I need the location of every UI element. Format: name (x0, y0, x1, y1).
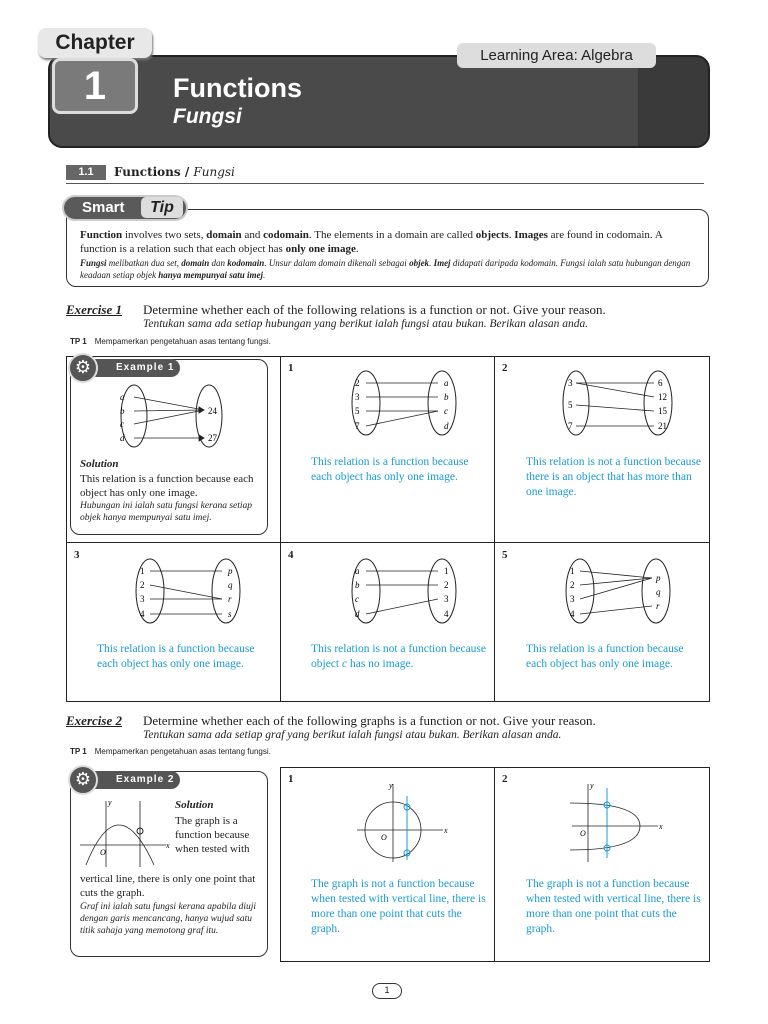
svg-text:1: 1 (140, 566, 145, 576)
item-4-arrow-diagram (340, 556, 470, 626)
item-5-answer: This relation is a function because each object has only one image. (526, 643, 684, 670)
graph-item-2-number: 2 (502, 773, 508, 785)
svg-text:q: q (656, 587, 661, 597)
exercise-1-label: Exercise 1 (66, 302, 122, 317)
section-number: 1.1 (66, 165, 106, 180)
exercise-1-instruction-malay: Tentukan sama ada setiap hubungan yang berikut ialah fungsi atau bukan. Berikan alasan anda. (143, 318, 589, 330)
svg-text:2: 2 (355, 378, 360, 388)
svg-text:b: b (355, 580, 360, 590)
svg-text:21: 21 (658, 421, 667, 431)
tp-note-1: TP 1 Mempamerkan pengetahuan asas tentang fungsi. (70, 337, 271, 346)
example-2-graph (78, 795, 174, 871)
svg-text:4: 4 (140, 609, 145, 619)
svg-text:y: y (590, 781, 594, 790)
svg-text:3: 3 (140, 594, 145, 604)
tip-label: Tip (141, 197, 183, 218)
example-2-solution-heading: Solution (175, 799, 214, 811)
example-1-solution-heading: Solution (80, 458, 119, 470)
item-5-arrow-diagram (556, 556, 686, 626)
smart-tip-label: Smart (82, 199, 125, 216)
codomain-24: 24 (208, 406, 217, 416)
graph-item-2-parabola (570, 778, 670, 864)
graph-item-2-answer: The graph is not a function because when tested with vertical line, there is more than one point that cuts the graph. (526, 878, 701, 935)
section-title: Functions / Fungsi (114, 165, 235, 179)
chapter-label: Chapter (38, 28, 152, 58)
example-2-solution-malay: Graf ini ialah satu fungsi kerana apabila diuji dengan garis mencancang, hanya wujud satu titik sahaja yang memotong graf itu. (80, 902, 257, 936)
svg-text:x: x (659, 822, 663, 831)
svg-text:O: O (381, 833, 387, 842)
item-3-answer: This relation is a function because each object has only one image. (97, 643, 255, 670)
exercise-2-instruction: Determine whether each of the following graphs is a function or not. Give your reason. (143, 713, 596, 728)
svg-text:2: 2 (140, 580, 145, 590)
svg-text:3: 3 (444, 594, 449, 604)
example-2-solution-text-b: vertical line, there is only one point that cuts the graph. (80, 873, 256, 899)
item-3-number: 3 (74, 549, 80, 561)
svg-text:r: r (228, 594, 232, 604)
svg-text:3: 3 (355, 392, 360, 402)
svg-text:7: 7 (355, 421, 360, 431)
gear-icon: ⚙ (68, 765, 98, 795)
svg-text:7: 7 (568, 421, 573, 431)
svg-text:r: r (656, 601, 660, 611)
svg-text:d: d (355, 609, 360, 619)
svg-text:a: a (355, 566, 360, 576)
domain-c: c (120, 419, 124, 429)
svg-text:y: y (389, 781, 393, 790)
svg-text:3: 3 (568, 378, 573, 388)
grid-divider (280, 356, 281, 702)
svg-text:d: d (444, 421, 449, 431)
page-number: 1 (372, 983, 402, 999)
example-2-tab: Example 2 (80, 771, 180, 789)
svg-text:4: 4 (444, 609, 449, 619)
svg-text:c: c (444, 406, 448, 416)
example-2-solution-text-a: The graph is a function because when tested with (175, 815, 250, 855)
svg-text:2: 2 (570, 580, 575, 590)
svg-text:a: a (444, 378, 449, 388)
chapter-header-bar (48, 55, 710, 148)
domain-a: a (120, 392, 125, 402)
section-divider (66, 183, 704, 184)
domain-b: b (120, 406, 125, 416)
chapter-title-malay: Fungsi (173, 105, 242, 128)
gear-icon: ⚙ (68, 353, 98, 383)
svg-text:5: 5 (568, 400, 573, 410)
item-1-arrow-diagram (340, 368, 470, 438)
item-2-answer: This relation is not a function because there is an object that has more than one image. (526, 456, 702, 498)
exercise-2-instruction-malay: Tentukan sama ada setiap graf yang berikut ialah fungsi atau bukan. Berikan alasan anda. (143, 729, 562, 741)
smart-tip-text-ms: Fungsi melibatkan dua set, domain dan kodomain. Unsur dalam domain dikenali sebagai objek. Imej didapati daripada kodomain. Fungsi ialah satu hubungan dengan keadaan setiap objek hanya mempunyai satu imej. (80, 258, 691, 280)
svg-text:c: c (355, 594, 359, 604)
svg-text:p: p (656, 573, 661, 583)
svg-text:3: 3 (570, 594, 575, 604)
item-5-number: 5 (502, 549, 508, 561)
svg-text:6: 6 (658, 378, 663, 388)
example-1-tab: Example 1 (80, 359, 180, 377)
smart-tip-text-en: Function involves two sets, domain and codomain. The elements in a domain are called objects. Images are found in codomain. A function is a relation such that each object has only one image. (80, 229, 663, 255)
item-4-number: 4 (288, 549, 294, 561)
item-2-number: 2 (502, 362, 508, 374)
tp-note-2: TP 1 Mempamerkan pengetahuan asas tentang fungsi. (70, 747, 271, 756)
item-1-answer: This relation is a function because each object has only one image. (311, 456, 469, 483)
domain-d: d (120, 433, 125, 443)
example-1-solution-text: This relation is a function because each object has only one image. (80, 473, 254, 499)
grid-divider (66, 542, 710, 543)
svg-text:O: O (580, 829, 586, 838)
codomain-27: 27 (208, 433, 217, 443)
example-1-arrow-diagram (104, 382, 234, 450)
item-2-arrow-diagram (556, 368, 686, 438)
grid-divider (494, 767, 495, 962)
item-3-arrow-diagram (126, 556, 256, 626)
svg-text:15: 15 (658, 406, 667, 416)
svg-text:s: s (228, 609, 232, 619)
svg-text:q: q (228, 580, 233, 590)
svg-text:5: 5 (355, 406, 360, 416)
graph-item-1-number: 1 (288, 773, 294, 785)
chapter-number: 1 (52, 58, 138, 114)
svg-text:2: 2 (444, 580, 449, 590)
graph-item-1-answer: The graph is not a function because when tested with vertical line, there is more than one point that cuts the graph. (311, 878, 486, 935)
svg-text:b: b (444, 392, 449, 402)
svg-text:1: 1 (570, 566, 575, 576)
svg-text:y: y (108, 798, 112, 807)
svg-text:12: 12 (658, 392, 667, 402)
exercise-1-instruction: Determine whether each of the following relations is a function or not. Give your reason. (143, 302, 606, 317)
svg-text:p: p (228, 566, 233, 576)
svg-text:x: x (166, 841, 170, 850)
grid-divider (494, 356, 495, 702)
svg-text:O: O (100, 848, 106, 857)
chapter-title: Functions (173, 73, 302, 103)
svg-text:x: x (444, 826, 448, 835)
svg-text:4: 4 (570, 609, 575, 619)
graph-item-1-circle (355, 778, 455, 864)
learning-area-badge: Learning Area: Algebra (457, 43, 656, 68)
svg-text:1: 1 (444, 566, 449, 576)
example-1-solution-malay: Hubungan ini ialah satu fungsi kerana setiap objek hanya mempunyai satu imej. (80, 501, 253, 523)
exercise-2-label: Exercise 2 (66, 713, 122, 728)
item-4-answer: This relation is not a function because object c has no image. (311, 643, 487, 670)
item-1-number: 1 (288, 362, 294, 374)
